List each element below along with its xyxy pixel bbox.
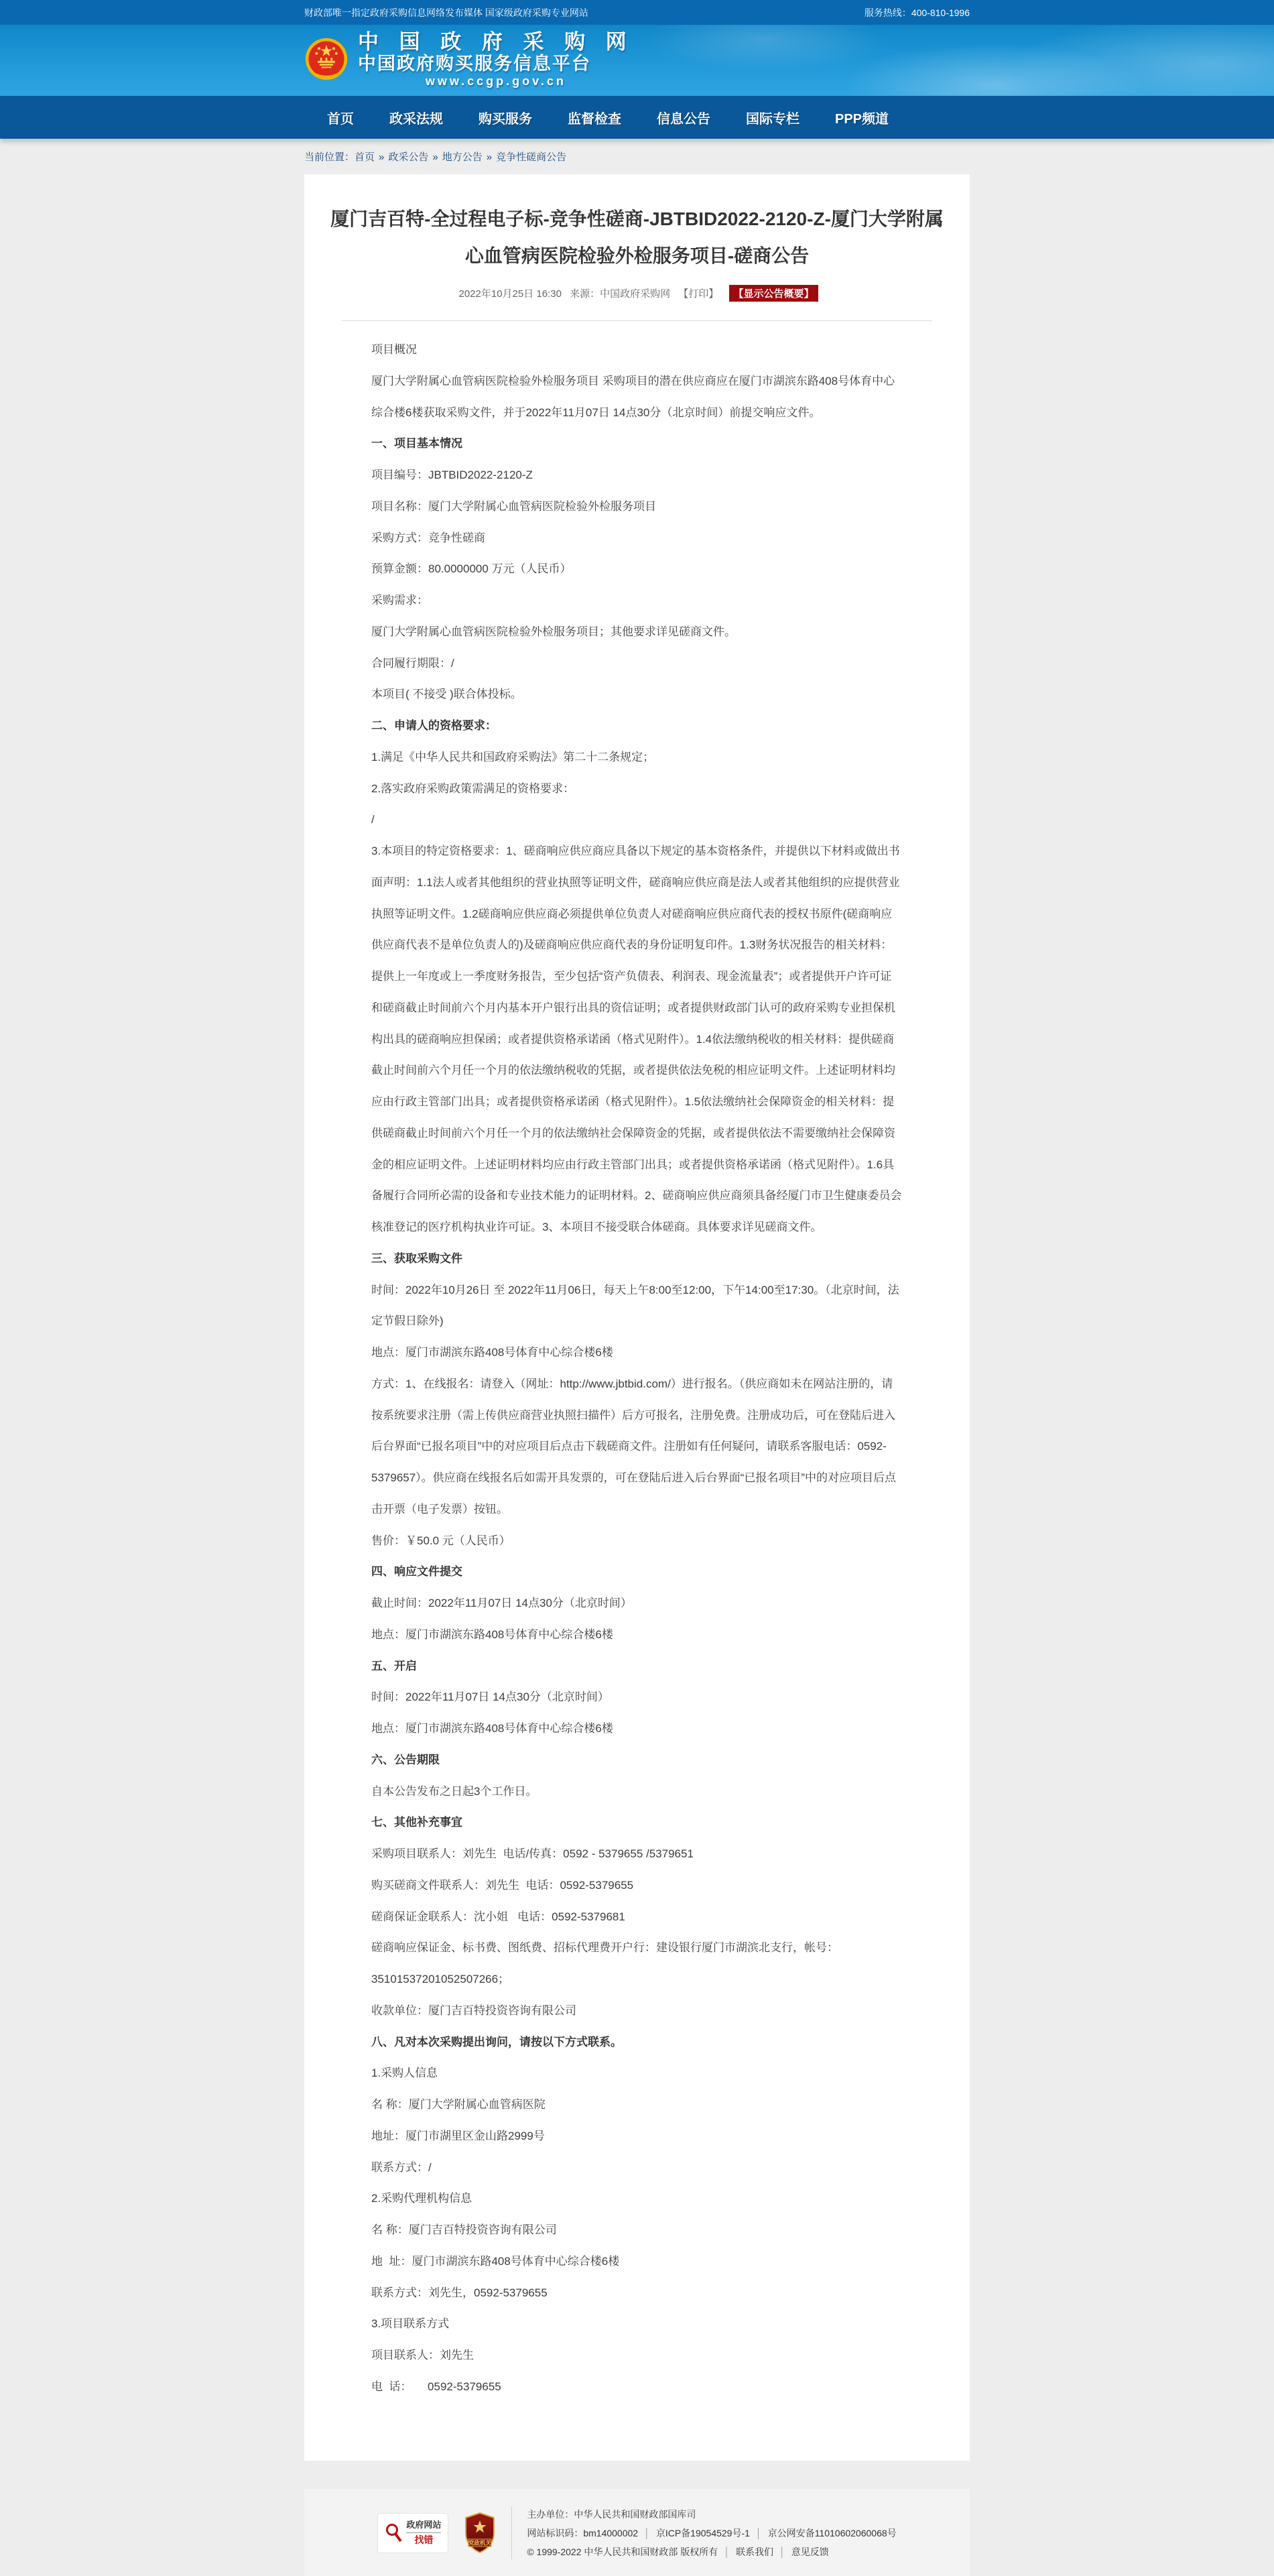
footer-site-codes: 网站标识码：bm14000002 │ 京ICP备19054529号-1 │ 京公网安备11010602060068号 [527,2527,897,2538]
print-button[interactable]: 【打印】 [678,288,719,300]
article-paragraph: 2.落实政府采购政策需满足的资格要求： [371,782,575,795]
article-paragraph: 售价：￥50.0 元（人民币） [371,1534,511,1547]
article-paragraph: / [371,813,375,826]
article-paragraph: 购买磋商文件联系人：刘先生 电话：0592-5379655 [371,1878,634,1892]
article-paragraph: 项目概况 [371,343,417,357]
article-meta [304,285,970,302]
article-paragraph: 名 称：厦门吉百特投资咨询有限公司 [371,2223,557,2237]
footer-copyright-line: © 1999-2022 中华人民共和国财政部 版权所有 │ 联系我们 │ 意见反馈 [527,2546,829,2557]
article-paragraph: 项目编号：JBTBID2022-2120-Z [371,469,533,482]
site-url: www.ccgp.gov.cn [425,74,566,88]
article-paragraph: 厦门大学附属心血管病医院检验外检服务项目 采购项目的潜在供应商应在厦门市湖滨东路408号体育中心综合楼6楼获取采购文件，并于2022年11月07日 14点30分（北京时间）前提交响应文件。 [371,374,895,419]
article-paragraph: 截止时间：2022年11月07日 14点30分（北京时间） [371,1597,632,1610]
article-paragraph: 磋商响应保证金、标书费、图纸费、招标代理费开户行：建设银行厦门市湖滨北支行，帐号：35101537201052507266； [371,1941,838,1986]
article-paragraph: 项目名称：厦门大学附属心血管病医院检验外检服务项目 [371,499,656,513]
article-paragraph: 3.项目联系方式 [371,2317,450,2331]
article-body [371,334,903,2403]
section-heading: 五、开启 [371,1659,417,1672]
section-heading: 二、申请人的资格要求： [371,719,497,733]
title-divider [342,320,932,321]
badge-find-error-line2: 找错 [414,2534,434,2545]
site-logo-text [358,32,634,88]
article-paragraph: 地 址：厦门市湖滨东路408号体育中心综合楼6楼 [371,2254,620,2268]
article-paragraph: 项目联系人：刘先生 [371,2349,474,2362]
breadcrumb-link-2[interactable]: 地方公告 [442,151,483,163]
breadcrumb-link-0[interactable]: 首页 [355,151,375,163]
service-hotline: 服务热线：400-810-1996 [864,7,970,18]
article-paragraph: 联系方式：/ [371,2160,432,2174]
nav-item-6[interactable]: PPP频道 [835,111,889,127]
article-paragraph: 地点：厦门市湖滨东路408号体育中心综合楼6楼 [371,1628,613,1641]
section-heading: 一、项目基本情况 [371,437,462,450]
article-paragraph: 地址：厦门市湖里区金山路2999号 [371,2129,545,2142]
nav-item-2[interactable]: 购买服务 [479,111,532,127]
nav-item-3[interactable]: 监督检查 [568,111,621,127]
breadcrumb-link-3: 竞争性磋商公告 [496,151,567,163]
article-paragraph: 时间：2022年11月07日 14点30分（北京时间） [371,1691,609,1704]
page-title: 厦门吉百特-全过程电子标-竞争性磋商-JBTBID2022-2120-Z-厦门大学附属心血管病医院检验外检服务项目-磋商公告 [330,208,944,266]
site-subtitle: 中国政府购买服务信息平台 [358,53,591,74]
nav-item-4[interactable]: 信息公告 [657,111,710,127]
page-footer [304,2489,970,2576]
feedback-link[interactable]: 意见反馈 [791,2546,829,2557]
section-heading: 四、响应文件提交 [371,1565,462,1579]
article-paragraph: 合同履行期限：/ [371,656,454,670]
show-summary-button[interactable]: 【显示公告概要】 [729,285,818,302]
article-paragraph: 名 称：厦门大学附属心血管病医院 [371,2098,546,2111]
section-heading: 六、公告期限 [371,1753,440,1766]
article-paragraph: 自本公告发布之日起3个工作日。 [371,1784,537,1798]
footer-divider [511,2507,512,2559]
article-paragraph: 2.采购代理机构信息 [371,2192,472,2205]
article-paragraph: 1.采购人信息 [371,2067,438,2080]
article-paragraph: 方式：1、在线报名：请登入（网址：http://www.jbtbid.com/）进行报名。（供应商如未在网站注册的，请按系统要求注册（需上传供应商营业执照扫描件）后方可报名，注册免费。注册成功后，可在登陆后进入后台界面“已报名项目”中的对应项目后点击下载磋商文件。注册如有任何疑问，请联系客服电话：0592-5379657）。供应商在线报名后如需开具发票的，可在登陆后进入后台界面“已报名项目”中的对应项目后点击开票（电子发票）按钮。 [371,1377,897,1516]
article-paragraph: 时间：2022年10月26日 至 2022年11月06日，每天上午8:00至12:00，下午14:00至17:30。（北京时间，法定节假日除外) [371,1283,899,1328]
site-header [0,25,1274,96]
article-paragraph: 采购方式：竞争性磋商 [371,531,485,544]
national-emblem-icon [304,34,348,88]
magnifier-icon [385,2523,402,2543]
main-nav-items [304,96,970,139]
article-paragraph: 采购需求： [371,594,428,607]
footer-site-code-2: 京公网安备11010602060068号 [767,2527,897,2538]
nav-item-1[interactable]: 政采法规 [389,111,443,127]
footer-site-code-0: 网站标识码：bm14000002 [527,2527,639,2538]
article-paragraph: 联系方式：刘先生，0592-5379655 [371,2286,548,2299]
contact-us-link[interactable]: 联系我们 [736,2546,774,2557]
article-paragraph: 电 话： 0592-5379655 [371,2380,501,2393]
article-paragraph: 采购项目联系人：刘先生 电话/传真：0592 - 5379655 /5379651 [371,1847,694,1861]
section-heading: 三、获取采购文件 [371,1251,462,1265]
top-utility-bar [0,0,1274,25]
gov-site-error-report-badge[interactable] [377,2513,448,2553]
footer-organizer: 主办单位：中华人民共和国财政部国库司 [527,2508,696,2520]
section-heading: 七、其他补充事宜 [371,1816,462,1829]
article-paragraph: 本项目( 不接受 )联合体投标。 [371,688,522,701]
article-paragraph: 收款单位：厦门吉百特投资咨询有限公司 [371,2004,576,2017]
party-gov-org-badge[interactable] [463,2512,497,2554]
announcement-card [304,174,970,2461]
publish-datetime: 2022年10月25日 16:30 [458,288,562,300]
article-source: 来源：中国政府采购网 [570,288,671,300]
nav-item-0[interactable]: 首页 [327,111,354,127]
footer-copyright: © 1999-2022 中华人民共和国财政部 版权所有 [527,2546,718,2557]
article-paragraph: 磋商保证金联系人：沈小姐 电话：0592-5379681 [371,1910,625,1923]
badge-find-error-line1: 政府网站 [406,2520,441,2532]
nav-item-5[interactable]: 国际专栏 [746,111,800,127]
article-paragraph: 1.满足《中华人民共和国政府采购法》第二十二条规定； [371,750,655,763]
footer-text [527,2505,896,2561]
badge-party-label: 党政机关 [468,2539,492,2547]
article-paragraph: 地点：厦门市湖滨东路408号体育中心综合楼6楼 [371,1722,613,1735]
breadcrumb-prefix: 当前位置： [304,151,355,163]
footer-site-code-1: 京ICP备19054529号-1 [655,2527,750,2538]
main-nav [0,96,1274,139]
breadcrumb [304,149,970,164]
site-slogan: 财政部唯一指定政府采购信息网络发布媒体 国家级政府采购专业网站 [304,7,588,18]
section-heading: 八、凡对本次采购提出询问，请按以下方式联系。 [371,2035,622,2048]
article-paragraph: 预算金额：80.0000000 万元（人民币） [371,562,572,576]
site-title: 中 国 政 府 采 购 网 [358,30,634,54]
article-paragraph: 地点：厦门市湖滨东路408号体育中心综合楼6楼 [371,1346,613,1359]
article-paragraph: 厦门大学附属心血管病医院检验外检服务项目；其他要求详见磋商文件。 [371,625,736,638]
breadcrumb-link-1[interactable]: 政采公告 [388,151,429,163]
article-paragraph: 3.本项目的特定资格要求：1、磋商响应供应商应具备以下规定的基本资格条件，并提供以下材料或做出书面声明：1.1法人或者其他组织的营业执照等证明文件，磋商响应供应商是法人或者其他组织的应提供营业执照等证明文件。1.2磋商响应供应商必须提供单位负责人对磋商响应供应商代表的授权书原件(磋商响应供应商代表不是单位负责人的)及磋商响应供应商代表的身份证明复印件。1.3财务状况报告的相关材料：提供上一年度或上一季度财务报告，至少包括“资产负债表、利润表、现金流量表”；或者提供开户许可证和磋商截止时间前六个月内基本开户银行出具的资信证明；或者提供财政部门认可的政府采购专业担保机构出具的磋商响应担保函；或者提供资格承诺函（格式见附件）。1.4依法缴纳税收的相关材料：提供磋商截止时间前六个月任一个月的依法缴纳税收的凭据，或者提供依法免税的相应证明文件。上述证明材料均应由行政主管部门出具；或者提供资格承诺函（格式见附件）。1.5依法缴纳社会保障资金的相关材料：提供磋商截止时间前六个月任一个月的依法缴纳社会保障资金的凭据，或者提供依法不需要缴纳社会保障资金的相应证明文件。上述证明材料均应由行政主管部门出具；或者提供资格承诺函（格式见附件）。1.6具备履行合同所必需的设备和专业技术能力的证明材料。2、磋商响应供应商须具备经厦门市卫生健康委员会核准登记的医疗机构执业许可证。3、本项目不接受联合体磋商。具体要求详见磋商文件。 [371,845,902,1234]
breadcrumb-items: 首页 » 政采公告 » 地方公告 » 竞争性磋商公告 [355,151,567,163]
